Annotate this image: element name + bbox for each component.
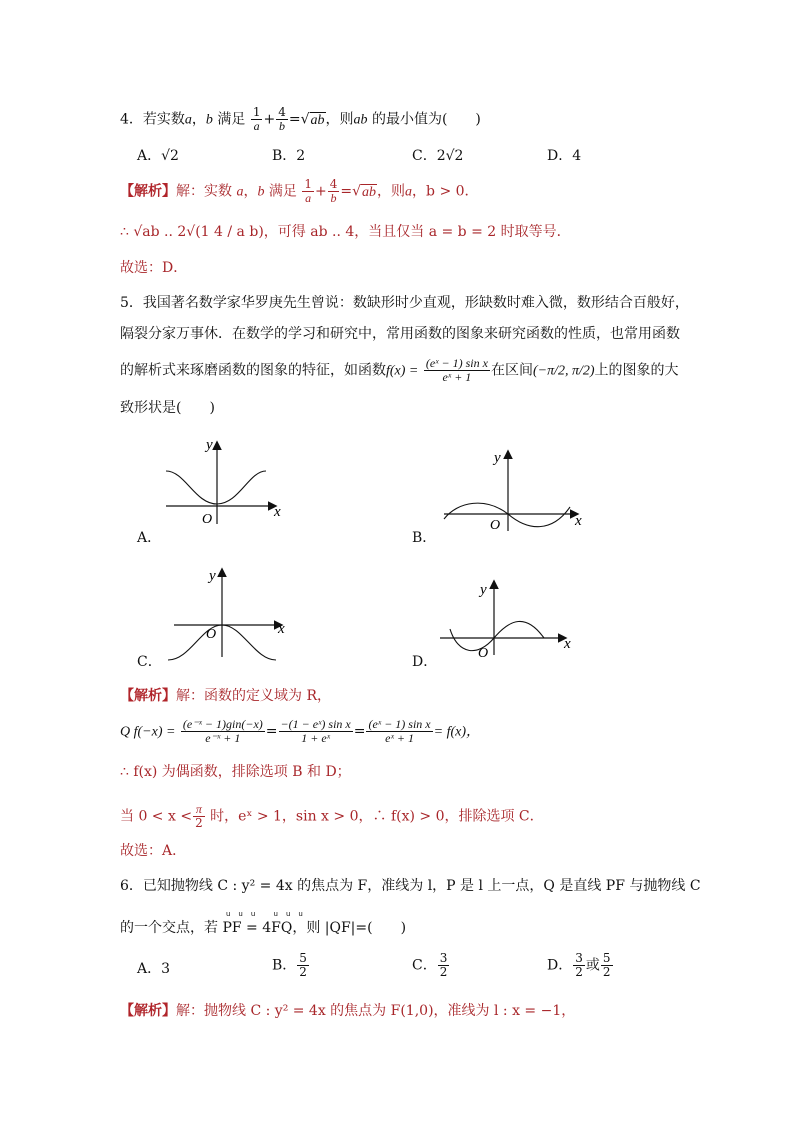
q5-interval: (−π/2, π/2) [532,363,595,379]
q5-graph-b-origin-label: O [490,518,501,533]
q4-sol1-a: 解：实数 [176,183,237,200]
q5-sol2-eq-2: = [353,723,366,740]
q5-solution-5: 故选：A． [120,843,187,859]
q4-frac-2-den: b [279,119,286,133]
q5-graph-c-y-label: y [209,568,216,584]
q4-var-a: a [184,112,192,128]
q5-sol1-text: 解：函数的定义域为 R， [176,688,331,704]
q4-sol-frac-1-den: a [305,191,312,205]
q6-sol1-text: 解：抛物线 C : y² = 4x 的焦点为 F(1,0)，准线为 l : x = −1， [176,1003,576,1019]
q6-option-d-label: D． [547,957,573,974]
q5-graph-b-y-label: y [494,450,501,466]
q4-eq: = [288,111,301,128]
q6-option-b-label: B． [272,957,297,974]
q5-line-4: 致形状是( ) [120,400,215,416]
q5-fx-den: eˣ + 1 [442,370,472,384]
q4-stem-text-2: 满足 [212,111,246,128]
q5-sol4-b: 时，eˣ > 1，sin x > 0，∴ f(x) > 0，排除选项 C． [205,808,544,825]
q6-option-b[interactable] [272,952,310,979]
q5-sol2-frac-1 [181,718,265,745]
q5-graph-c-origin-label: O [206,627,217,642]
q4-plus: + [263,111,276,128]
q4-frac-2 [276,106,288,133]
q5-graph-c[interactable] [160,565,300,665]
q5-solution-2 [120,718,480,745]
q5-sol4-pi: π [193,803,205,817]
q6-option-b-num: 5 [299,951,307,965]
q6-option-d-num-1: 3 [575,951,583,965]
q5-graph-a[interactable] [160,432,290,527]
q5-graph-b[interactable] [440,445,590,535]
q5-graph-b-curve [444,503,570,527]
q4-sol1-d: b > 0． [426,183,479,200]
q5-sol2-frac-3 [366,718,432,745]
q6-vector-mark-fq: uuu [273,910,311,918]
q5-graph-b-x-label: x [575,513,582,529]
q6-line-1: 6．已知抛物线 C : y² = 4x 的焦点为 F，准线为 l，P 是 l 上一点，Q 是直线 PF 与抛物线 C [120,878,701,894]
q4-frac-1-den: a [253,119,260,133]
q4-option-c[interactable]: C．2√2 [412,148,464,164]
q5-graph-c-x-label: x [278,621,285,637]
q4-sep: ， [191,111,206,128]
q4-stem-text-3: ，则 [325,111,354,128]
q6-option-b-den: 2 [299,965,307,979]
q6-option-d-num-2: 5 [602,951,611,965]
q4-option-a[interactable]: A．√2 [137,148,179,164]
q5-solution-3: ∴ f(x) 为偶函数，排除选项 B 和 D； [120,764,351,780]
q5-sol2-den-2: 1 + eˣ [301,731,331,745]
q4-sol-eq: = [340,183,353,200]
q5-option-a[interactable]: A． [137,530,162,546]
q5-sol2-a: Q f(−x) = [120,724,176,740]
q4-sol-sep-2: ， [412,183,427,200]
q5-sol4-two: 2 [195,816,203,830]
q5-line-3-b: 在区间 [490,362,533,379]
q5-graph-d[interactable] [440,575,580,660]
q4-sol-root: ab [362,184,377,200]
q4-sol1-b: 满足 [264,183,297,200]
q5-sol2-num-1: (e⁻ˣ − 1)gin(−x) [182,717,263,731]
q6-line-2: 的一个交点，若 PF = 4FQ，则 |QF|=( ) [120,920,407,936]
q6-option-c-num: 3 [439,951,448,965]
q4-stem-text: 4．若实数 [120,111,185,128]
q5-sol2-den-1: e⁻ˣ + 1 [205,731,241,745]
q4-sol-var-b: b [257,184,265,200]
q5-sol2-frac-2 [279,718,353,745]
q5-sol2-eq-1: = [265,723,278,740]
q5-line-1: 5．我国著名数学家华罗庚先生曾说：数缺形时少直观，形缺数时难入微，数形结合百般好， [120,295,689,311]
q4-frac-1 [251,106,263,133]
q4-sol-frac-2-num: 4 [329,177,338,191]
q4-sol-sep: ， [243,183,258,200]
q5-graph-d-curve [450,621,544,650]
q6-option-d-den-2: 2 [602,965,611,979]
q5-fx-frac [424,357,490,384]
q5-sol2-num-2: −(1 − eˣ) sin x [280,717,351,731]
q5-graph-a-origin-label: O [202,512,213,527]
q5-line-3-a: 的解析式来琢磨函数的图象的特征，如函数 [120,362,386,379]
q6-option-c[interactable] [412,952,450,979]
q6-option-c-den: 2 [439,965,448,979]
q4-var-b: b [205,112,213,128]
q4-solution-3: 故选：D． [120,260,188,276]
q6-solution-1 [120,1001,575,1021]
q5-line-3-c: 上的图象的大 [594,362,679,379]
q4-sol-frac-2-den: b [330,191,337,205]
q5-sol2-end: = f(x)， [433,724,480,740]
q6-option-b-frac [297,952,309,979]
q5-option-c[interactable]: C． [137,654,162,670]
q5-analysis-tag: 【解析】 [120,688,176,704]
q4-solution-2: ∴ √ab .. 2√(1 4 / a b)，可得 ab .. 4，当且仅当 a = b = 2 时取等号． [120,224,571,240]
q4-sol-plus: + [315,183,327,200]
q4-frac-2-num: 4 [278,105,286,119]
q5-option-d[interactable]: D． [412,654,438,670]
q6-vector-mark [226,910,311,918]
q4-option-d[interactable]: D．4 [547,148,582,164]
q4-stem: 4．若实数a，b 满足 $\frac{1}{a}$ + $\frac{4}{b}$ =√ab，则ab 的最小值为( ) [120,105,481,133]
q5-graph-d-y-label: y [480,582,487,598]
q6-option-d[interactable] [547,952,614,979]
q5-fx: f(x) = [386,363,419,379]
q4-stem-text-4: 的最小值为( ) [367,111,481,128]
q5-graph-a-x-label: x [274,504,281,520]
q4-analysis-tag: 【解析】 [120,183,176,200]
q5-graph-d-x-label: x [564,636,571,652]
q5-solution-1 [120,686,331,706]
q5-sol4-a: 当 0 < x < [120,808,193,825]
q4-sol1-c: ，则 [377,183,406,200]
q6-vector-mark-pf: uuu [226,910,264,918]
q5-sol2-den-3: eˣ + 1 [385,731,414,745]
q5-graph-d-origin-label: O [478,646,489,660]
q6-option-c-label: C． [412,957,437,974]
q4-sol-var-a-2: a [405,184,413,200]
q6-option-a[interactable]: A．3 [137,961,171,977]
q6-option-d-frac-1 [573,952,585,979]
q6-option-c-frac [438,952,450,979]
q6-option-d-den-1: 2 [575,965,583,979]
q4-sol-frac-1 [302,178,314,205]
q5-sol4-frac [193,803,205,830]
q5-option-b[interactable]: B． [412,530,437,546]
q5-graph-a-curve [166,471,266,504]
q4-sol-frac-2 [328,178,340,205]
q4-solution-1: 【解析】解：实数 a，b 满足 $\frac{1}{a}$ + $\frac{4}{b}$ =√ab，则a，b > 0． [120,177,479,205]
q5-line-3 [120,357,679,384]
q5-sol2-num-3: (eˣ − 1) sin x [368,717,431,731]
q4-option-b[interactable]: B．2 [272,148,306,164]
q4-sol-frac-1-num: 1 [304,177,312,191]
q5-line-2: 隔裂分家万事休．在数学的学习和研究中，常用函数的图象来研究函数的性质，也常用函数 [120,326,680,342]
q6-option-d-frac-2 [601,952,613,979]
q6-option-d-or: 或 [585,957,600,974]
q4-frac-1-num: 1 [252,105,261,119]
q4-root: ab [310,112,325,128]
q6-analysis-tag: 【解析】 [120,1003,176,1019]
q5-graph-a-y-label: y [206,437,213,453]
q5-solution-4 [120,803,544,830]
q5-fx-num: (eˣ − 1) sin x [425,356,488,370]
q4-sol-var-a: a [236,184,244,200]
q4-var-ab: ab [353,112,368,128]
